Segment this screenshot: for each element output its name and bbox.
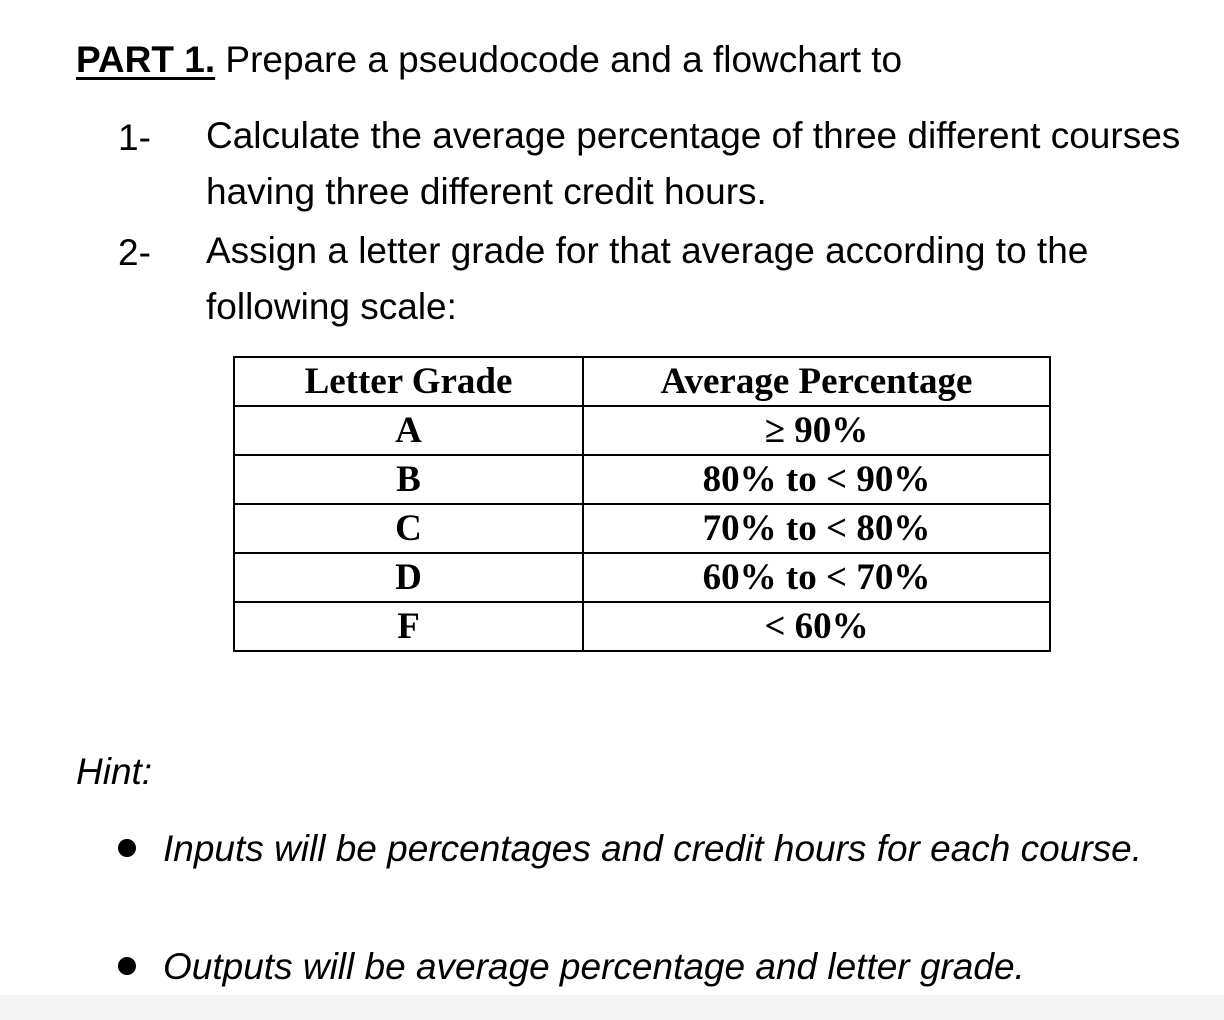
hint-bullet-text: Outputs will be average percentage and letter grade. xyxy=(163,946,1025,987)
hint-title: Hint: xyxy=(76,751,153,792)
header-average-percentage: Average Percentage xyxy=(583,357,1050,406)
letter-grade-cell: D xyxy=(234,553,583,602)
part-heading-text: Prepare a pseudocode and a flowchart to xyxy=(215,39,903,80)
grade-scale-table xyxy=(233,356,1051,652)
table-row xyxy=(234,504,1050,553)
part-heading xyxy=(76,38,902,82)
percentage-range-cell: 70% to < 80% xyxy=(583,504,1050,553)
letter-grade-cell: C xyxy=(234,504,583,553)
task-text: Assign a letter grade for that average according to the following scale: xyxy=(206,230,1089,327)
letter-grade-cell: F xyxy=(234,602,583,651)
table-row xyxy=(234,406,1050,455)
bullet-dot-icon xyxy=(118,839,136,857)
letter-grade-cell: A xyxy=(234,406,583,455)
table-header-row xyxy=(234,357,1050,406)
bullet-dot-icon xyxy=(118,957,136,975)
percentage-range-cell: 60% to < 70% xyxy=(583,553,1050,602)
page-bottom-band xyxy=(0,995,1224,1020)
task-text: Calculate the average percentage of three different courses having three different credit hours. xyxy=(206,115,1181,212)
percentage-range-cell: 80% to < 90% xyxy=(583,455,1050,504)
task-number: 1- xyxy=(118,117,151,158)
table-row xyxy=(234,553,1050,602)
header-letter-grade: Letter Grade xyxy=(234,357,583,406)
task-number: 2- xyxy=(118,232,151,273)
letter-grade-cell: B xyxy=(234,455,583,504)
percentage-range-cell: ≥ 90% xyxy=(583,406,1050,455)
part-label: PART 1. xyxy=(76,39,216,80)
percentage-range-cell: < 60% xyxy=(583,602,1050,651)
hint-bullet-text: Inputs will be percentages and credit hours for each course. xyxy=(163,828,1143,869)
table-row xyxy=(234,455,1050,504)
table-row xyxy=(234,602,1050,651)
